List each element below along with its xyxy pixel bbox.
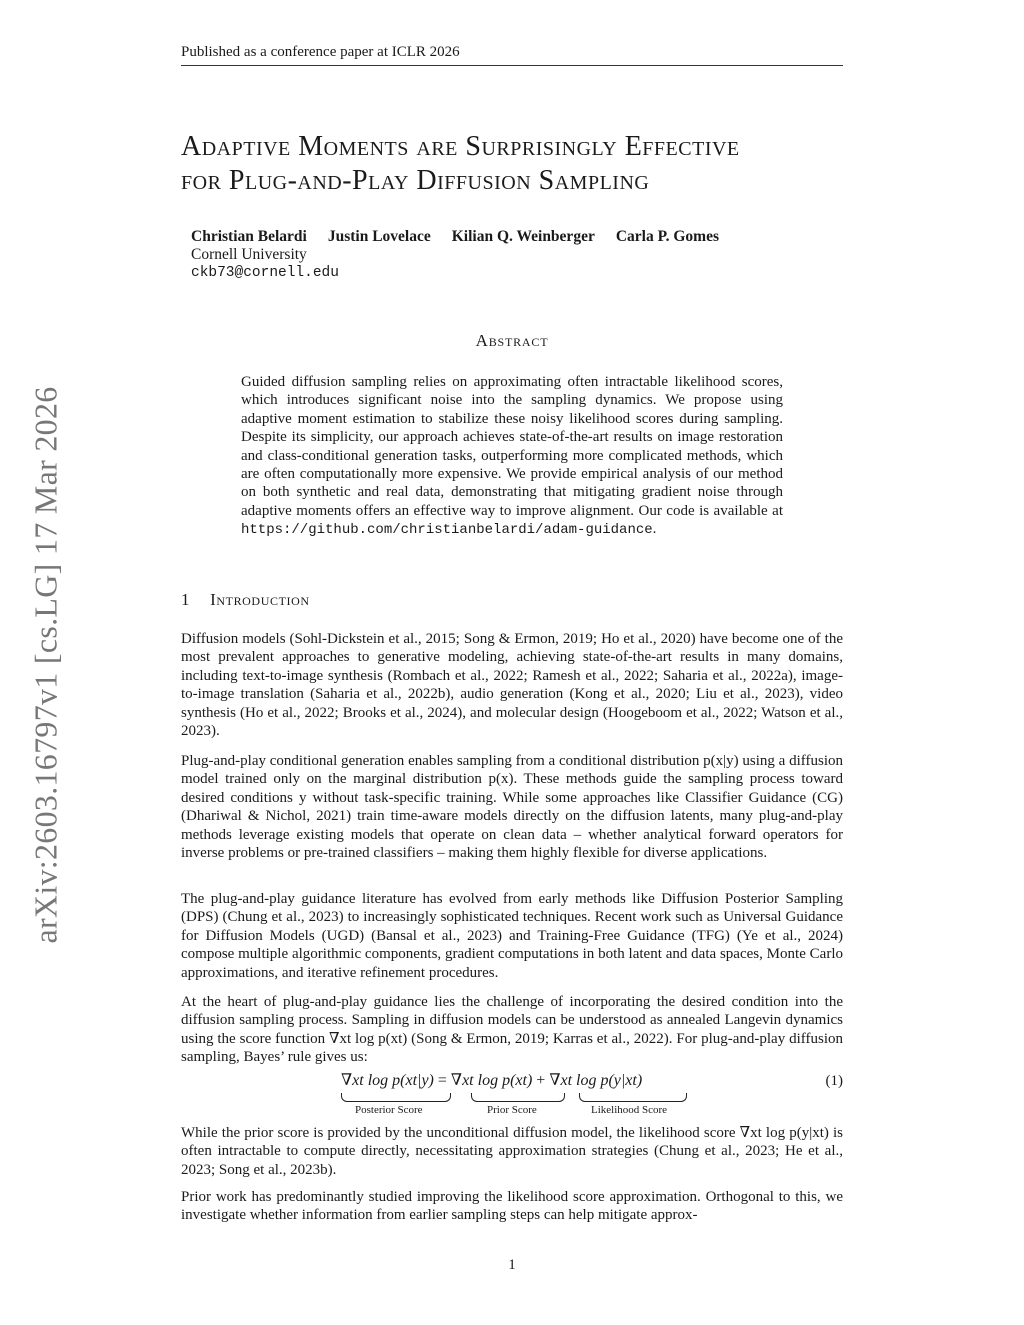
paragraph: Diffusion models (Sohl-Dickstein et al., 2015; Song & Ermon, 2019; Ho et al., 2020) have become one of the most prevalent approaches to generative modeling, achieving state-of-the-art results in many domains, including text-to-image synthesis (Rombach et al., 2022; Ramesh et al., 2022; Saharia et al., 2022a), image-to-image translation (Saharia et al., 2022b), audio generation (Kong et al., 2020; Liu et al., 2023), video synthesis (Ho et al., 2022; Brooks et al., 2024), and molecular design (Hoogeboom et al., 2022; Watson et al., 2023). bbox=[181, 631, 843, 740]
brace-label: Prior Score bbox=[487, 1104, 537, 1116]
paragraph: The plug-and-play guidance literature has evolved from early methods like Diffusion Posterior Sampling (DPS) (Chung et al., 2023) to increasingly sophisticated techniques. Recent work such as Universal Guidance for Diffusion Models (UGD) (Bansal et al., 2023) and Training-Free Guidance (TFG) (Ye et al., 2024) compose multiple algorithmic components, gradient computations in both latent and data spaces, Monte Carlo approximations, and iterative refinement procedures. bbox=[181, 891, 843, 981]
paper-title bbox=[181, 130, 861, 198]
author-name: Christian Belardi bbox=[191, 228, 307, 245]
header-rule bbox=[181, 65, 843, 66]
author-name: Carla P. Gomes bbox=[615, 228, 720, 245]
equation-body: ∇xt log p(xt|y) = ∇xt log p(xt) + ∇xt log p(y|xt) bbox=[341, 1072, 643, 1089]
abstract-heading: Abstract bbox=[475, 331, 549, 350]
equation-likelihood: ∇xt log p(y|xt) bbox=[549, 1072, 643, 1089]
underbrace bbox=[341, 1093, 451, 1102]
equation-lhs: ∇xt log p(xt|y) bbox=[341, 1072, 434, 1089]
underbrace bbox=[471, 1093, 565, 1102]
arxiv-sidebar bbox=[28, 370, 64, 960]
equation-prior: ∇xt log p(xt) bbox=[450, 1072, 533, 1089]
running-header: Published as a conference paper at ICLR 2026 bbox=[181, 44, 460, 60]
abstract-body: Guided diffusion sampling relies on approximating often intractable likelihood scores, which introduces significant noise into the sampling dynamics. We propose using adaptive moment estimation to stabilize these noisy likelihood scores during sampling. Despite its simplicity, our approach achieves state-of-the-art results on image restoration and class-conditional generation tasks, outperforming more complicated methods, which are often computationally more expensive. We provide empirical analysis of our method on both synthetic and real data, demonstrating that mitigating gradient noise through adaptive moments offers an effective way to improve alignment. Our code is available at https://github.com/christianbelardi/adam-guidance. bbox=[241, 374, 783, 539]
paragraph: Plug-and-play conditional generation enables sampling from a conditional distribution p(x|y) using a diffusion model trained only on the marginal distribution p(x). These methods guide the sampling process toward desired conditions y without task-specific training. While some approaches like Classifier Guidance (CG) (Dhariwal & Nichol, 2021) train time-aware models directly on the diffusion latents, many plug-and-play methods leverage existing models that operate on clean data – whether analytical forward operators for inverse problems or pre-trained classifiers – making them highly flexible for diverse applications. bbox=[181, 753, 843, 862]
author-list bbox=[191, 228, 841, 246]
author-email: ckb73@cornell.edu bbox=[191, 265, 339, 281]
equation-1 bbox=[181, 1070, 843, 1120]
affiliation: Cornell University bbox=[191, 246, 307, 263]
paragraph: At the heart of plug-and-play guidance lies the challenge of incorporating the desired condition into the diffusion sampling process. Sampling in diffusion models can be understood as annealed Langevin dynamics using the score function ∇xt log p(xt) (Song & Ermon, 2019; Karras et al., 2022). For plug-and-play diffusion sampling, Bayes’ rule gives us: bbox=[181, 994, 843, 1066]
title-line-1: Adaptive Moments are Surprisingly Effective bbox=[181, 131, 740, 162]
author-name: Kilian Q. Weinberger bbox=[451, 228, 595, 245]
paragraph: Prior work has predominantly studied improving the likelihood score approximation. Orthogonal to this, we investigate whether information from earlier sampling steps can help mitigate approx- bbox=[181, 1189, 843, 1224]
author-name: Justin Lovelace bbox=[327, 228, 431, 245]
section-heading bbox=[181, 590, 310, 610]
author-block bbox=[191, 228, 841, 282]
section-title: Introduction bbox=[210, 590, 310, 609]
arxiv-identifier: arXiv:2603.16797v1 [cs.LG] 17 Mar 2026 bbox=[27, 386, 64, 944]
equation-number: (1) bbox=[825, 1073, 843, 1089]
brace-label: Likelihood Score bbox=[591, 1104, 668, 1116]
title-line-2: for Plug-and-Play Diffusion Sampling bbox=[181, 165, 650, 196]
section-number: 1 bbox=[181, 590, 191, 609]
code-link[interactable]: https://github.com/christianbelardi/adam-guidance bbox=[241, 522, 653, 539]
brace-label: Posterior Score bbox=[355, 1104, 423, 1116]
page-number: 1 bbox=[508, 1257, 516, 1273]
paragraph: While the prior score is provided by the unconditional diffusion model, the likelihood score ∇xt log p(y|xt) is often intractable to compute directly, necessitating approximation strategies (Chung et al., 2023; He et al., 2023; Song et al., 2023b). bbox=[181, 1125, 843, 1178]
underbrace bbox=[579, 1093, 687, 1102]
abstract-text: Guided diffusion sampling relies on approximating often intractable likelihood scores, which introduces significant noise into the sampling dynamics. We propose using adaptive moment estimation to stabilize these noisy likelihood scores during sampling. Despite its simplicity, our approach achieves state-of-the-art results on image restoration and class-conditional generation tasks, outperforming more complicated methods, which are often computationally more expensive. We provide empirical analysis of our method on both synthetic and real data, demonstrating that mitigating gradient noise through adaptive moments offers an effective way to improve alignment. Our code is available at bbox=[241, 374, 783, 519]
